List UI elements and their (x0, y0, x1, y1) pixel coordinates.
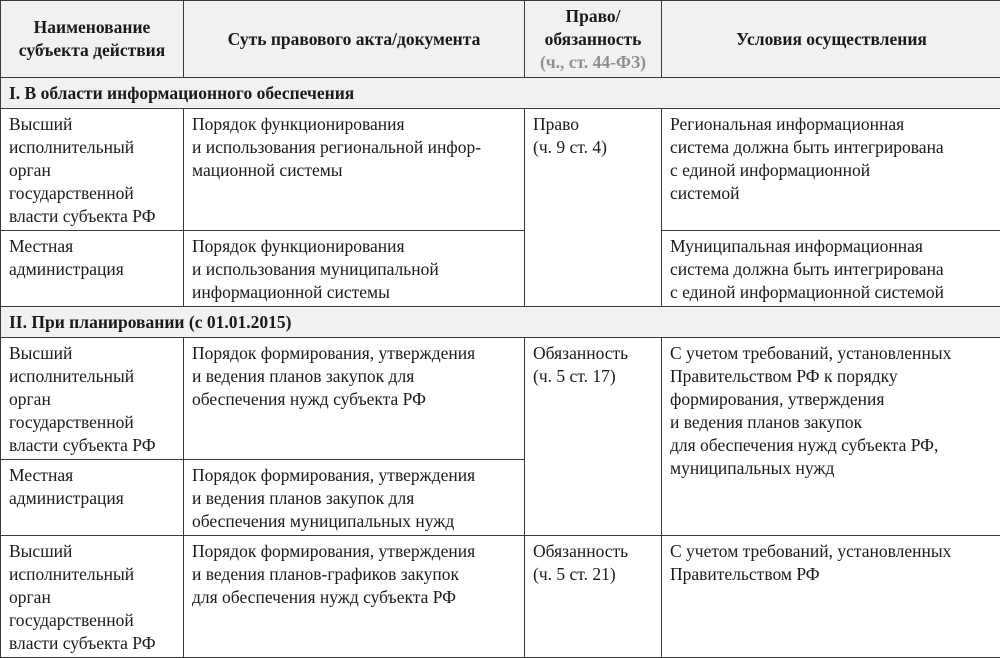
conditions-cell: Региональная информационная система должна быть интегрирована с единой информационной системой (662, 109, 1000, 231)
table-row (1, 231, 1000, 307)
subject-cell: Местная администрация (1, 231, 184, 307)
section-title: I. В области информационного обеспечения (1, 78, 1000, 109)
header-right: Право/ обязанность (ч., ст. 44-ФЗ) (525, 1, 662, 78)
header-essence: Суть правового акта/документа (184, 1, 525, 78)
right-cell: Обязанность (ч. 5 ст. 21) (525, 536, 662, 658)
header-conditions: Условия осуществления (662, 1, 1000, 78)
section-title-row (1, 307, 1000, 338)
right-cell: Право (ч. 9 ст. 4) (525, 109, 662, 307)
essence-cell: Порядок формирования, утверждения и ведения планов-графиков закупок для обеспечения нужд субъекта РФ (184, 536, 525, 658)
subject-cell: Высший исполнительный орган государственной власти субъекта РФ (1, 338, 184, 460)
table-row (1, 536, 1000, 658)
conditions-cell: Муниципальная информационная система должна быть интегрирована с единой информационной системой (662, 231, 1000, 307)
conditions-cell: С учетом требований, установленных Правительством РФ к порядку формирования, утверждения и ведения планов закупок для обеспечения нужд субъекта РФ, муниципальных нужд (662, 338, 1000, 536)
subject-cell: Местная администрация (1, 460, 184, 536)
right-cell: Обязанность (ч. 5 ст. 17) (525, 338, 662, 536)
essence-cell: Порядок функционирования и использования региональной инфор- мационной системы (184, 109, 525, 231)
table-header-row (1, 1, 1000, 78)
section-title-row (1, 78, 1000, 109)
table-row (1, 338, 1000, 460)
conditions-cell: С учетом требований, установленных Правительством РФ (662, 536, 1000, 658)
subject-cell: Высший исполнительный орган государственной власти субъекта РФ (1, 536, 184, 658)
header-subject: Наименование субъекта действия (1, 1, 184, 78)
essence-cell: Порядок формирования, утверждения и ведения планов закупок для обеспечения нужд субъекта РФ (184, 338, 525, 460)
table-row (1, 109, 1000, 231)
subject-cell: Высший исполнительный орган государственной власти субъекта РФ (1, 109, 184, 231)
essence-cell: Порядок формирования, утверждения и ведения планов закупок для обеспечения муниципальных нужд (184, 460, 525, 536)
essence-cell: Порядок функционирования и использования муниципальной информационной системы (184, 231, 525, 307)
section-title: II. При планировании (с 01.01.2015) (1, 307, 1000, 338)
header-right-reference: (ч., ст. 44-ФЗ) (531, 51, 655, 74)
